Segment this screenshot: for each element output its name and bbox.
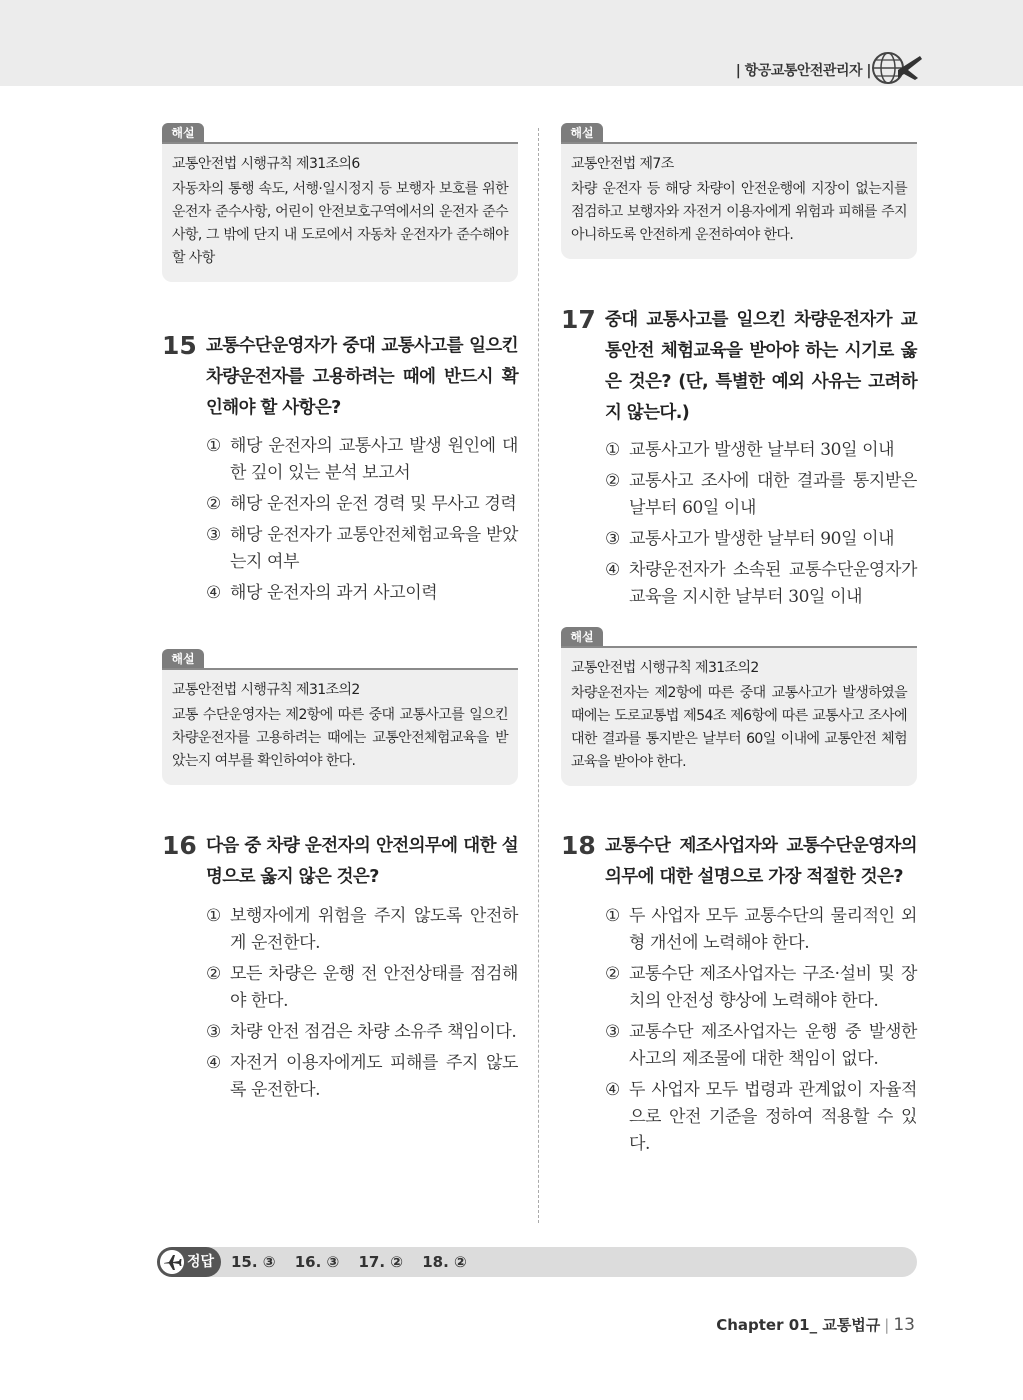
option-4: ④ 해당 운전자의 과거 사고이력 (206, 583, 438, 603)
option-1: ① 보행자에게 위험을 주지 않도록 안전하게 운전한다. (206, 906, 518, 953)
explanation-law: 교통안전법 시행규칙 제31조의6 (172, 156, 360, 172)
answer-bar (157, 1247, 917, 1277)
explanation-text: 차량 운전자 등 해당 차량이 안전운행에 지장이 없는지를 점검하고 보행자와 자전거 이용자에게 위험과 피해를 주지 아니하도록 안전하게 운전하여야 한다. (571, 181, 907, 243)
option-3: ③ 차량 안전 점검은 차량 소유주 책임이다. (206, 1022, 517, 1042)
option-3: ③ 교통사고가 발생한 날부터 90일 이내 (605, 529, 895, 549)
option-list (206, 903, 518, 1108)
answer-label: 정답 (187, 1254, 215, 1270)
explanation-box-q15 (162, 652, 518, 785)
explanation-box-q17 (561, 630, 917, 786)
question-text: 중대 교통사고를 일으킨 차량운전자가 교통안전 체험교육을 받아야 하는 시기로 옳은 것은? (단, 특별한 예외 사유는 고려하지 않는다.) (605, 310, 917, 423)
option-2: ② 교통수단 제조사업자는 구조·설비 및 장치의 안전성 향상에 노력해야 한다. (605, 964, 917, 1011)
explanation-text: 교통 수단운영자는 제2항에 따른 중대 교통사고를 일으킨 차량운전자를 고용하려는 때에는 교통안전체험교육을 받았는지 여부를 확인하여야 한다. (172, 707, 508, 769)
book-title: | 항공교통안전관리자 | (735, 63, 871, 79)
explanation-rule (561, 646, 917, 648)
answer-list (231, 1247, 481, 1277)
question-number: 15 (162, 331, 197, 360)
explanation-rule (162, 142, 518, 144)
page-number: 13 (893, 1315, 915, 1335)
question-number: 16 (162, 831, 197, 860)
explanation-tag: 해설 (162, 123, 204, 143)
explanation-text: 차량운전자는 제2항에 따른 중대 교통사고가 발생하였을 때에는 도로교통법 제54조 제6항에 따른 교통사고 조사에 대한 결과를 통지받은 날부터 60일 이내에 교통안전 체험교육을 받아야 한다. (571, 685, 907, 770)
explanation-law: 교통안전법 제7조 (571, 156, 674, 172)
answer-item: 16. ③ (294, 1253, 340, 1271)
option-4: ④ 자전거 이용자에게도 피해를 주지 않도록 운전한다. (206, 1053, 518, 1100)
answer-item: 18. ② (422, 1253, 467, 1271)
option-list (605, 437, 917, 615)
question-text: 교통수단운영자가 중대 교통사고를 일으킨 차량운전자를 고용하려는 때에 반드시 확인해야 할 사항은? (206, 336, 518, 418)
question-number: 17 (561, 305, 596, 334)
explanation-law: 교통안전법 시행규칙 제31조의2 (571, 660, 759, 676)
explanation-tag: 해설 (162, 649, 204, 669)
option-list (206, 433, 518, 611)
question-text: 교통수단 제조사업자와 교통수단운영자의 의무에 대한 설명으로 가장 적절한 것은? (605, 836, 917, 887)
option-1: ① 교통사고가 발생한 날부터 30일 이내 (605, 440, 895, 460)
option-4: ④ 차량운전자가 소속된 교통수단운영자가 교육을 지시한 날부터 30일 이내 (605, 560, 917, 607)
option-2: ② 모든 차량은 운행 전 안전상태를 점검해야 한다. (206, 964, 518, 1011)
explanation-tag: 해설 (561, 123, 603, 143)
answer-item: 17. ② (358, 1253, 403, 1271)
answer-badge (157, 1247, 221, 1277)
column-divider (538, 128, 539, 1223)
answer-item: 15. ③ (231, 1253, 276, 1271)
explanation-rule (162, 668, 518, 670)
option-2: ② 해당 운전자의 운전 경력 및 무사고 경력 (206, 494, 517, 514)
explanation-text: 자동차의 통행 속도, 서행·일시정지 등 보행자 보호를 위한 운전자 준수사항, 어린이 안전보호구역에서의 운전자 준수사항, 그 밖에 단지 내 도로에서 자동차 운전자가 준수해야 할 사항 (172, 181, 508, 266)
option-3: ③ 교통수단 제조사업자는 운행 중 발생한 사고의 제조물에 대한 책임이 없다. (605, 1022, 917, 1069)
page-footer: Chapter 01_ 교통법규 | 13 (716, 1315, 915, 1335)
globe-airplane-icon (868, 48, 923, 88)
option-list (605, 903, 917, 1162)
airplane-icon (160, 1250, 184, 1274)
chapter-label: Chapter 01_ 교통법규 (716, 1316, 881, 1334)
explanation-box-q16prev (561, 126, 917, 259)
question-number: 18 (561, 831, 596, 860)
explanation-rule (561, 142, 917, 144)
question-text: 다음 중 차량 운전자의 안전의무에 대한 설명으로 옳지 않은 것은? (206, 836, 518, 887)
option-2: ② 교통사고 조사에 대한 결과를 통지받은 날부터 60일 이내 (605, 471, 917, 518)
option-3: ③ 해당 운전자가 교통안전체험교육을 받았는지 여부 (206, 525, 518, 572)
explanation-box-q14 (162, 126, 518, 282)
explanation-law: 교통안전법 시행규칙 제31조의2 (172, 682, 360, 698)
option-4: ④ 두 사업자 모두 법령과 관계없이 자율적으로 안전 기준을 정하여 적용할 수 있다. (605, 1080, 917, 1154)
explanation-tag: 해설 (561, 627, 603, 647)
option-1: ① 두 사업자 모두 교통수단의 물리적인 외형 개선에 노력해야 한다. (605, 906, 917, 953)
option-1: ① 해당 운전자의 교통사고 발생 원인에 대한 깊이 있는 분석 보고서 (206, 436, 518, 483)
